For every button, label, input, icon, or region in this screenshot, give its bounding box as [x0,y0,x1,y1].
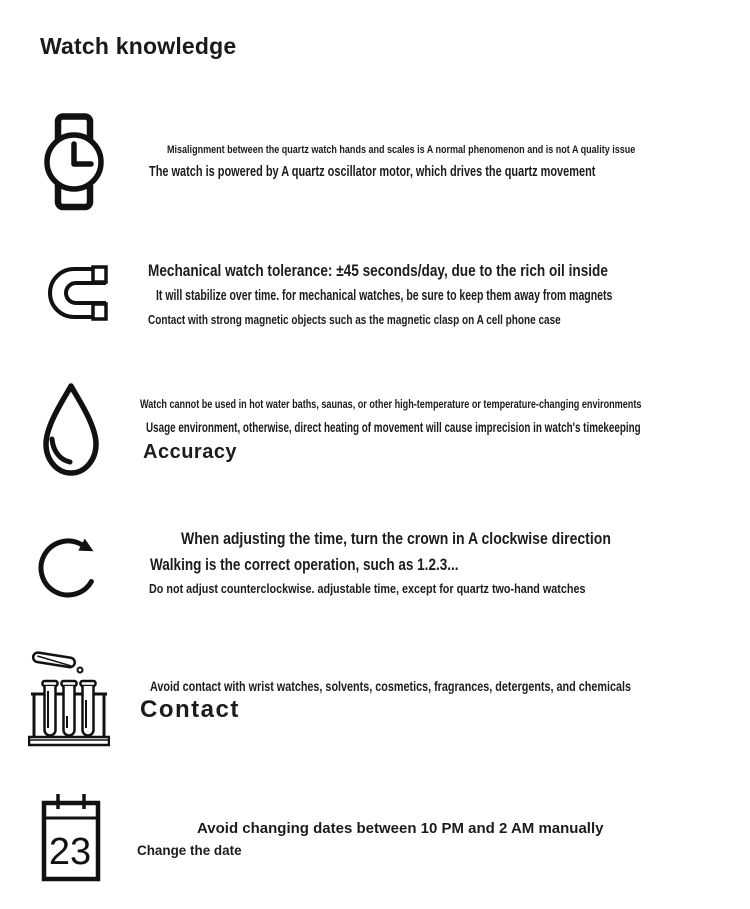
quartz-movement-text: The watch is powered by A quartz oscillator motor, which drives the quartz movement [149,163,596,180]
accuracy-hot-water-note: Watch cannot be used in hot water baths, saunas, or other high-temperature or temperature-changing environments [140,399,642,411]
crown-clockwise-heading: When adjusting the time, turn the crown in A clockwise direction [181,530,611,548]
water-drop-icon [38,382,104,480]
magnet-tolerance-heading: Mechanical watch tolerance: ±45 seconds/day, due to the rich oil inside [148,261,608,280]
chemicals-avoid-text: Avoid contact with wrist watches, solvents, cosmetics, fragrances, detergents, and chemicals [150,679,631,694]
calendar-day-number: 23 [48,831,92,873]
calendar-icon [39,790,103,885]
quartz-misalignment-note: Misalignment between the quartz watch hands and scales is A normal phenomenon and is not A quality issue [167,144,636,156]
date-change-warning-text: Avoid changing dates between 10 PM and 2 AM manually [197,820,604,837]
accuracy-heading: Accuracy [143,441,238,463]
change-date-heading: Change the date [137,842,242,858]
magnet-contact-note: Contact with strong magnetic objects such as the magnetic clasp on A cell phone case [148,313,561,327]
test-tubes-icon [28,648,110,748]
wristwatch-icon [42,113,106,211]
page-title: Watch knowledge [40,33,237,59]
contact-heading: Contact [140,696,240,723]
clockwise-arrow-icon [34,526,106,608]
counterclockwise-note: Do not adjust counterclockwise. adjustable time, except for quartz two-hand watches [149,581,586,596]
magnet-icon [44,263,108,323]
magnet-stabilize-text: It will stabilize over time. for mechanical watches, be sure to keep them away from magnets [156,287,613,304]
accuracy-usage-text: Usage environment, otherwise, direct heating of movement will cause imprecision in watch's timekeeping [146,420,641,435]
walking-operation-text: Walking is the correct operation, such as 1.2.3... [150,556,459,574]
